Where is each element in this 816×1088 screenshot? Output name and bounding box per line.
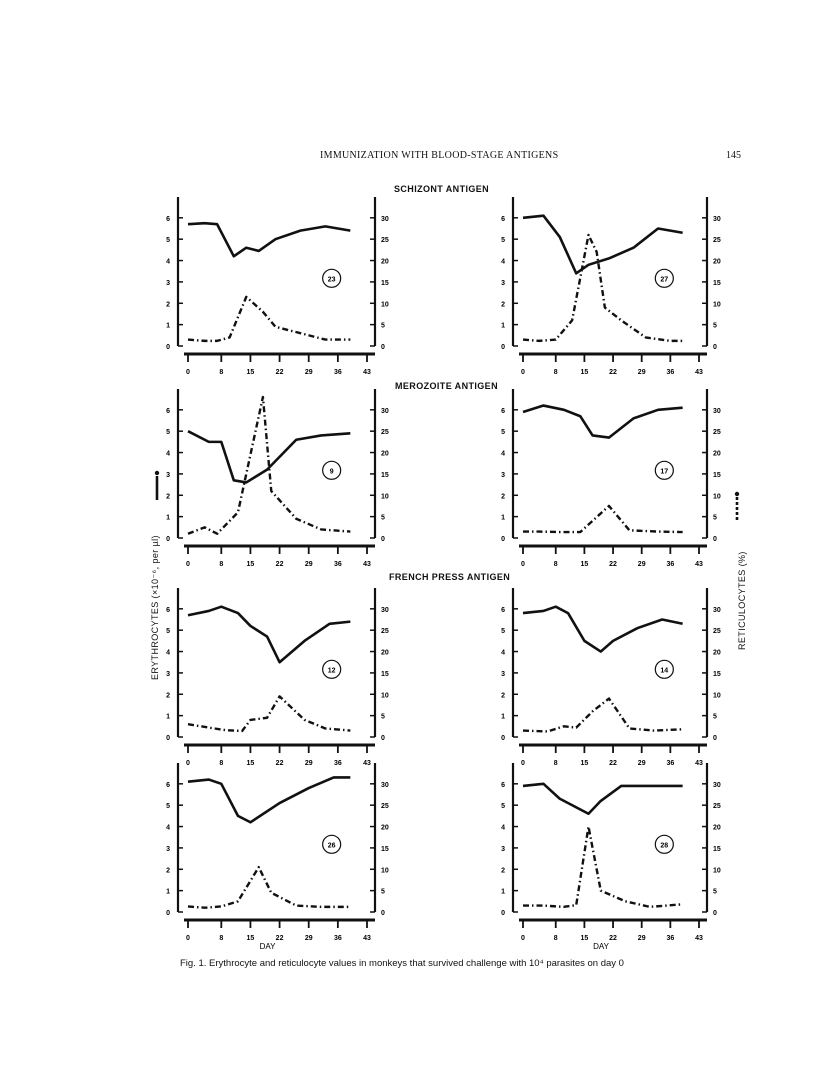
reticulocyte-series-line [523,235,683,341]
left-tick-label: 3 [166,670,170,678]
erythrocyte-series-line [188,223,350,256]
left-tick-label: 3 [501,845,505,853]
left-tick-label: 6 [501,606,505,614]
right-tick-label: 25 [713,237,721,245]
left-tick-label: 6 [501,781,505,789]
right-tick-label: 10 [713,867,721,875]
chart-panel-schizont-left [166,197,389,376]
left-tick-label: 0 [501,735,505,742]
right-tick-label: 15 [381,845,389,853]
x-axis-title: DAY [593,942,609,951]
x-tick-label: 36 [333,561,342,568]
right-tick-label: 15 [381,471,389,479]
reticulocyte-series-line [188,867,350,908]
x-tick-label: 8 [219,935,224,942]
right-tick-label: 10 [713,493,721,501]
x-tick-label: 15 [246,760,255,767]
right-tick-label: 15 [713,845,721,853]
x-tick-label: 8 [219,760,224,767]
erythrocyte-series-line [188,607,350,663]
x-tick-label: 36 [666,935,675,942]
x-tick-label: 22 [275,369,284,376]
right-tick-label: 20 [381,649,389,657]
right-tick-label: 5 [381,713,385,721]
left-tick-label: 4 [501,258,505,266]
left-tick-label: 6 [501,407,505,415]
right-tick-label: 10 [381,867,389,875]
left-tick-label: 2 [501,867,505,875]
erythrocyte-series-line [523,216,683,274]
monkey-id-label: 17 [660,468,669,476]
right-tick-label: 5 [713,713,717,721]
x-tick-label: 8 [219,369,224,376]
right-tick-label: 25 [381,803,389,811]
x-tick-label: 22 [275,561,284,568]
x-tick-label: 15 [580,760,589,767]
right-tick-label: 0 [381,910,385,917]
left-tick-label: 3 [166,279,170,287]
x-tick-label: 8 [553,935,558,942]
right-tick-label: 0 [713,910,717,917]
monkey-id-label: 12 [327,667,336,675]
right-tick-label: 25 [713,628,721,636]
monkey-id-label: 23 [327,276,336,284]
chart-panel-french-press-left-2 [166,763,389,951]
x-tick-label: 36 [333,369,342,376]
x-axis-title: DAY [259,942,276,951]
left-tick-label: 5 [501,237,505,245]
left-tick-label: 4 [501,649,505,657]
x-tick-label: 36 [333,935,342,942]
right-tick-label: 30 [381,781,389,789]
x-tick-label: 15 [246,935,255,942]
right-tick-label: 5 [381,514,385,522]
left-tick-label: 6 [166,781,170,789]
right-tick-label: 0 [381,735,385,742]
left-tick-label: 5 [166,429,170,437]
erythrocyte-series-line [523,406,683,438]
reticulocyte-series-line [188,397,350,534]
right-tick-label: 0 [381,536,385,543]
x-tick-label: 15 [580,935,589,942]
left-tick-label: 4 [501,824,505,832]
right-tick-label: 0 [713,344,717,351]
left-tick-label: 1 [501,322,505,330]
left-tick-label: 5 [166,628,170,636]
left-tick-label: 1 [501,888,505,896]
right-tick-label: 15 [381,670,389,678]
right-tick-label: 5 [713,888,717,896]
x-tick-label: 29 [637,760,646,767]
left-tick-label: 1 [166,888,170,896]
left-tick-label: 6 [501,215,505,223]
erythrocytes-axis-label: ERYTHROCYTES (×10⁻⁶, per µl) [150,535,160,680]
right-tick-label: 30 [713,407,721,415]
left-tick-label: 6 [166,407,170,415]
erythrocyte-series-line [523,784,683,814]
right-tick-label: 0 [713,536,717,543]
left-tick-label: 0 [501,910,505,917]
left-tick-label: 4 [501,450,505,458]
monkey-id-label: 9 [329,468,334,476]
left-tick-label: 5 [501,628,505,636]
left-tick-label: 4 [166,450,170,458]
left-tick-label: 0 [166,344,170,351]
left-tick-label: 3 [501,471,505,479]
x-tick-label: 29 [637,561,646,568]
left-tick-label: 2 [166,867,170,875]
chart-panel-merozoite-right [501,389,721,568]
x-tick-label: 15 [580,369,589,376]
monkey-id-label: 26 [327,842,336,850]
section-label-schizont: SCHIZONT ANTIGEN [394,184,490,194]
reticulocyte-series-line [523,827,683,907]
right-tick-label: 20 [713,450,721,458]
right-tick-label: 25 [713,429,721,437]
left-tick-label: 5 [501,429,505,437]
x-tick-label: 22 [609,760,617,767]
x-tick-label: 43 [695,369,703,376]
left-tick-label: 1 [166,713,170,721]
x-tick-label: 43 [695,935,703,942]
left-tick-label: 1 [166,514,170,522]
reticulocytes-axis-label: RETICULOCYTES (%) [737,551,747,650]
reticulocyte-series-line [188,297,350,341]
x-tick-label: 15 [580,561,589,568]
right-tick-label: 25 [381,628,389,636]
left-tick-label: 0 [166,735,170,742]
x-tick-label: 15 [246,369,255,376]
right-tick-label: 10 [713,301,721,309]
right-tick-label: 20 [713,258,721,266]
erythrocyte-legend-marker [155,471,159,475]
right-tick-label: 30 [381,606,389,614]
left-tick-label: 1 [501,713,505,721]
right-tick-label: 10 [381,692,389,700]
right-tick-label: 30 [713,606,721,614]
left-tick-label: 3 [501,279,505,287]
monkey-id-label: 14 [660,667,669,675]
right-tick-label: 5 [713,322,717,330]
right-tick-label: 25 [381,429,389,437]
erythrocyte-series-line [188,777,350,822]
right-tick-label: 0 [713,735,717,742]
x-tick-label: 29 [304,561,313,568]
x-tick-label: 36 [666,760,675,767]
left-tick-label: 3 [166,845,170,853]
monkey-id-label: 28 [660,842,669,850]
right-tick-label: 25 [381,237,389,245]
x-tick-label: 0 [521,760,525,767]
left-tick-label: 2 [501,493,505,501]
right-tick-label: 15 [713,471,721,479]
right-tick-label: 20 [381,258,389,266]
x-tick-label: 0 [521,935,525,942]
right-tick-label: 10 [381,301,389,309]
x-tick-label: 36 [666,369,675,376]
right-tick-label: 30 [381,407,389,415]
left-tick-label: 2 [501,692,505,700]
left-tick-label: 6 [166,215,170,223]
right-tick-label: 15 [713,279,721,287]
x-tick-label: 8 [553,369,558,376]
x-tick-label: 36 [333,760,342,767]
erythrocyte-series-line [523,607,683,652]
x-tick-label: 29 [637,935,646,942]
left-tick-label: 0 [166,536,170,543]
x-tick-label: 29 [304,935,313,942]
figure-caption: Fig. 1. Erythrocyte and reticulocyte values in monkeys that survived challenge with 10⁴ parasites on day 0 [180,958,624,969]
left-tick-label: 2 [166,692,170,700]
x-tick-label: 0 [186,369,190,376]
left-tick-label: 3 [501,670,505,678]
right-tick-label: 15 [381,279,389,287]
left-tick-label: 4 [166,258,170,266]
left-tick-label: 0 [501,536,505,543]
right-tick-label: 0 [381,344,385,351]
left-tick-label: 2 [166,301,170,309]
right-tick-label: 5 [381,888,385,896]
monkey-id-label: 27 [660,276,669,284]
right-tick-label: 10 [713,692,721,700]
x-tick-label: 43 [695,561,703,568]
left-tick-label: 0 [501,344,505,351]
left-tick-label: 3 [166,471,170,479]
x-tick-label: 0 [186,760,190,767]
x-tick-label: 0 [521,561,525,568]
right-tick-label: 30 [713,781,721,789]
right-tick-label: 25 [713,803,721,811]
left-tick-label: 4 [166,649,170,657]
x-tick-label: 43 [363,561,371,568]
x-tick-label: 15 [246,561,255,568]
left-tick-label: 6 [166,606,170,614]
reticulocyte-series-line [188,696,350,731]
reticulocyte-legend-marker [735,492,739,496]
x-tick-label: 8 [219,561,224,568]
x-tick-label: 43 [363,369,371,376]
left-tick-label: 0 [166,910,170,917]
right-tick-label: 5 [381,322,385,330]
left-tick-label: 5 [501,803,505,811]
chart-panel-french-press-right [501,588,721,767]
right-tick-label: 10 [381,493,389,501]
right-tick-label: 20 [713,649,721,657]
x-tick-label: 43 [363,935,371,942]
x-tick-label: 29 [637,369,646,376]
left-tick-label: 1 [166,322,170,330]
running-head: IMMUNIZATION WITH BLOOD-STAGE ANTIGENS [320,150,559,161]
chart-panel-french-press-right-2 [501,763,721,951]
section-label-french-press: FRENCH PRESS ANTIGEN [389,572,511,582]
left-tick-label: 1 [501,514,505,522]
page-number: 145 [726,150,741,161]
x-tick-label: 43 [363,760,371,767]
x-tick-label: 22 [609,935,617,942]
x-tick-label: 43 [695,760,703,767]
x-tick-label: 8 [553,760,558,767]
left-tick-label: 2 [166,493,170,501]
x-tick-label: 0 [521,369,525,376]
x-tick-label: 36 [666,561,675,568]
left-tick-label: 5 [166,237,170,245]
x-tick-label: 22 [275,760,284,767]
right-tick-label: 30 [381,215,389,223]
reticulocyte-series-line [523,506,683,532]
chart-panel-schizont-right [501,197,721,376]
x-tick-label: 0 [186,561,190,568]
left-tick-label: 4 [166,824,170,832]
x-tick-label: 22 [609,369,617,376]
right-tick-label: 30 [713,215,721,223]
x-tick-label: 22 [275,935,284,942]
chart-panel-french-press-left [166,588,389,767]
right-tick-label: 20 [713,824,721,832]
x-tick-label: 29 [304,760,313,767]
right-tick-label: 5 [713,514,717,522]
left-tick-label: 5 [166,803,170,811]
right-tick-label: 20 [381,450,389,458]
section-label-merozoite: MEROZOITE ANTIGEN [395,381,498,391]
chart-panel-merozoite-left [166,389,389,568]
right-tick-label: 15 [713,670,721,678]
left-tick-label: 2 [501,301,505,309]
x-tick-label: 29 [304,369,313,376]
x-tick-label: 8 [553,561,558,568]
right-tick-label: 20 [381,824,389,832]
reticulocyte-series-line [523,699,683,732]
x-tick-label: 22 [609,561,617,568]
x-tick-label: 0 [186,935,190,942]
